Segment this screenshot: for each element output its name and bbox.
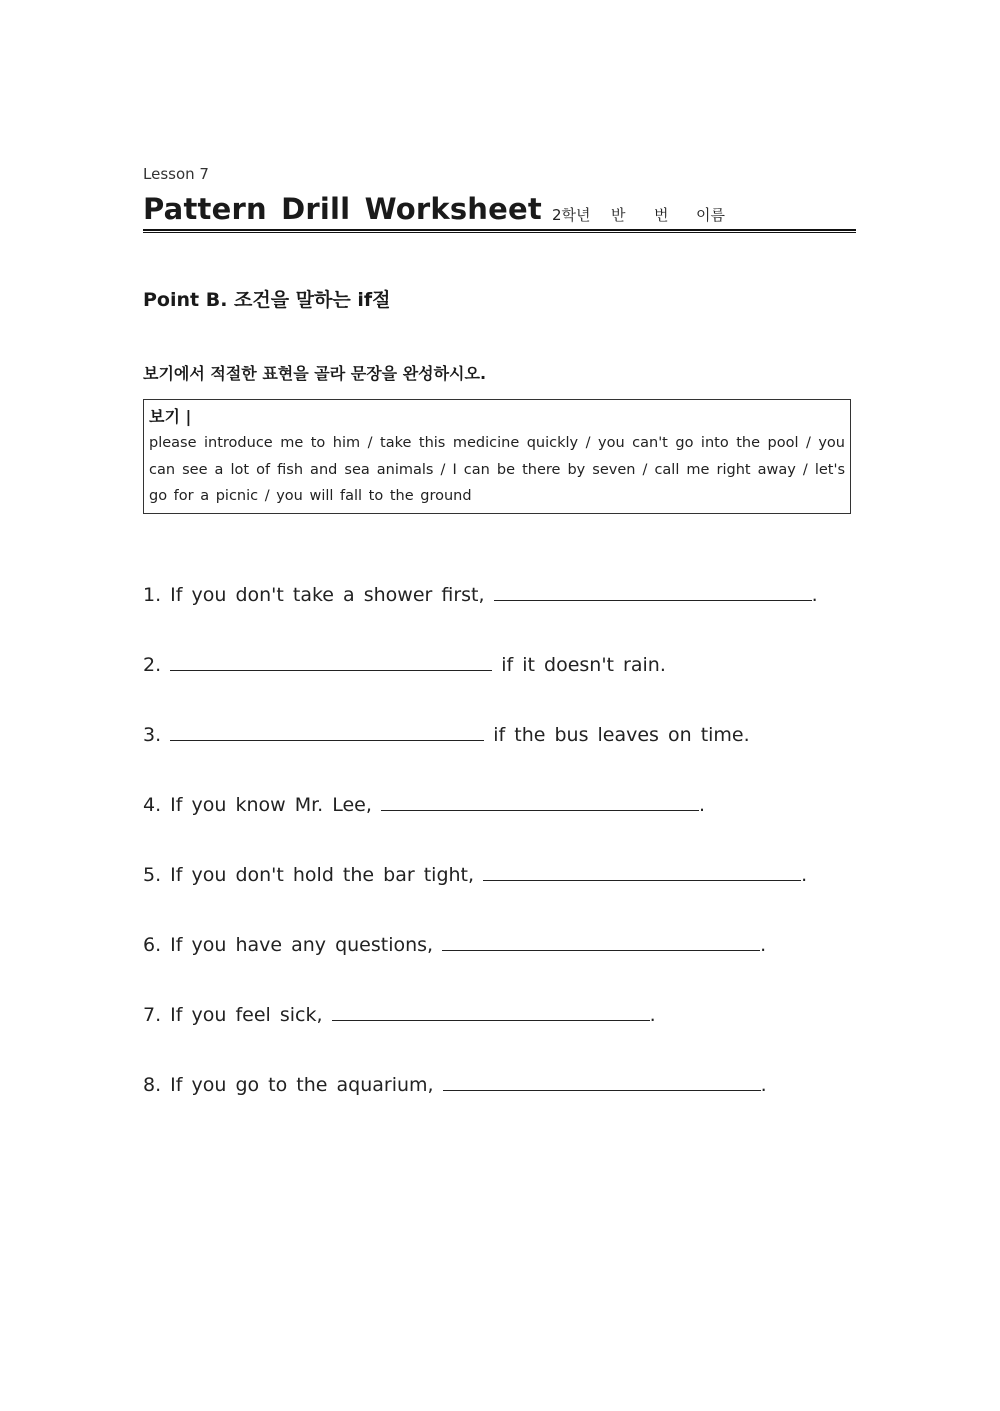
question-list <box>143 580 856 1140</box>
answer-blank[interactable] <box>170 720 484 741</box>
example-box <box>143 399 851 514</box>
question-7 <box>143 1000 856 1070</box>
title-row <box>143 192 856 230</box>
answer-blank[interactable] <box>494 580 812 601</box>
question-prefix: 8. If you go to the aquarium, <box>143 1074 434 1096</box>
question-prefix: 1. If you don't take a shower first, <box>143 584 485 606</box>
student-info <box>552 204 725 225</box>
question-1 <box>143 580 856 650</box>
question-prefix: 7. If you feel sick, <box>143 1004 323 1026</box>
answer-blank[interactable] <box>443 1070 761 1091</box>
worksheet-title: Pattern Drill Worksheet <box>143 192 542 226</box>
instruction-text: 보기에서 적절한 표현을 골라 문장을 완성하시오. <box>143 364 487 383</box>
question-prefix: 2. <box>143 654 162 676</box>
question-5 <box>143 860 856 930</box>
question-suffix: . <box>649 1004 656 1026</box>
question-6 <box>143 930 856 1000</box>
question-4 <box>143 790 856 860</box>
question-prefix: 4. If you know Mr. Lee, <box>143 794 372 816</box>
question-suffix: . <box>760 934 767 956</box>
title-divider-thin <box>143 232 856 233</box>
answer-blank[interactable] <box>332 1000 650 1021</box>
number-label: 번 <box>654 206 669 224</box>
grade-label: 2학년 <box>552 206 591 224</box>
title-divider-thick <box>143 229 856 231</box>
class-label: 반 <box>611 206 626 224</box>
answer-blank[interactable] <box>381 790 699 811</box>
question-suffix: if it doesn't rain. <box>501 654 666 676</box>
question-prefix: 5. If you don't hold the bar tight, <box>143 864 475 886</box>
question-suffix: if the bus leaves on time. <box>493 724 750 746</box>
answer-blank[interactable] <box>442 930 760 951</box>
question-2 <box>143 650 856 720</box>
question-suffix: . <box>698 794 706 816</box>
example-box-text: please introduce me to him / take this medicine quickly / you can't go into the pool / you can see a lot of fish and sea animals / I can be there by seven / call me right away / let's go for a picnic / you will fall to the ground <box>149 435 845 504</box>
name-label: 이름 <box>696 206 725 224</box>
lesson-label: Lesson 7 <box>143 165 209 183</box>
answer-blank[interactable] <box>483 860 801 881</box>
question-prefix: 6. If you have any questions, <box>143 934 434 956</box>
answer-blank[interactable] <box>170 650 492 671</box>
question-8 <box>143 1070 856 1140</box>
question-prefix: 3. <box>143 724 162 746</box>
section-heading: Point B. 조건을 말하는 if절 <box>143 289 391 311</box>
question-suffix: . <box>801 864 808 886</box>
question-suffix: . <box>760 1074 767 1096</box>
question-3 <box>143 720 856 790</box>
example-box-label: 보기 | <box>149 407 192 426</box>
question-suffix: . <box>811 584 818 606</box>
